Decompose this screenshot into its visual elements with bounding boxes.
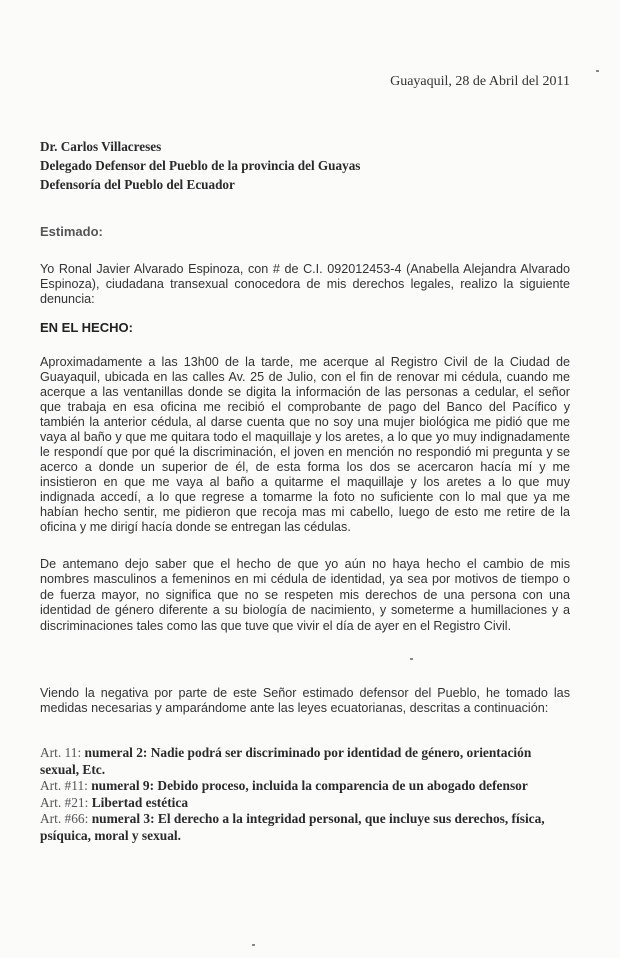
- article-ref: Art. 11:: [40, 745, 82, 760]
- intro-paragraph: Yo Ronal Javier Alvarado Espinoza, con # de C.I. 092012453-4 (Anabella Alejandra Alvarado Espinoza), ciudadana transexual conocedora de mis derechos legales, realizo la siguiente denuncia:: [40, 262, 570, 307]
- letter-date: Guayaquil, 28 de Abril del 2011: [390, 74, 570, 89]
- body-paragraph-1: Aproximadamente a las 13h00 de la tarde, me acerque al Registro Civil de la Ciudad de Guayaquil, ubicada en las calles Av. 25 de Julio, con el fin de renovar mi cédula, cuando me acerque a las ventanillas donde se digita la información de las personas a cedular, el señor que trabaja en esa oficina me recibió el comprobante de pago del Banco del Pacífico y también la anterior cédula, al darse cuenta que no soy una mujer biológica me pidió que me vaya al baño y que me quitara todo el maquillaje y los aretes, a lo que yo muy indignadamente le respondí que por qué la discriminación, el joven en mención no respondió mi pregunta y se acerco a donde un superior de él, de esta forma los dos se acercaron hacía mí y me insistieron en que me vaya al baño a quitarme el maquillaje y los aretes a lo que muy indignada accedí, a lo que regrese a tomarme la foto no suficiente con lo mal que ya me habían hecho sentir, me pidieron que recoja mas mi cabello, luego de esto me retire de la oficina y me dirigí hacía donde se entregan las cédulas.: [40, 355, 570, 534]
- scan-speck: [596, 70, 599, 72]
- article-ref: Art. #11:: [40, 778, 88, 794]
- recipient-institution: Defensoría del Pueblo del Ecuador: [40, 177, 235, 192]
- article-text: numeral 2: Nadie podrá ser discriminado por identidad de género, orientación sexual, Etc.: [40, 745, 532, 777]
- body-paragraph-3: Viendo la negativa por parte de este Señor estimado defensor del Pueblo, he tomado las medidas necesarias y amparándome ante las leyes ecuatorianas, descritas a continuación:: [40, 686, 570, 716]
- recipient-block: [40, 137, 580, 194]
- article-text: Libertad estética: [91, 794, 189, 810]
- article-item: [40, 745, 570, 778]
- greeting: Estimado:: [40, 224, 103, 239]
- articles-list: [40, 745, 570, 845]
- scan-speck: [410, 658, 413, 660]
- article-item: [40, 811, 570, 844]
- section-heading: EN EL HECHO:: [40, 320, 133, 335]
- recipient-title: Delegado Defensor del Pueblo de la provincia del Guayas: [40, 158, 361, 173]
- scan-speck: [252, 944, 255, 946]
- article-item: [40, 795, 570, 812]
- article-ref: Art. #21:: [40, 794, 89, 810]
- article-item: [40, 778, 570, 795]
- body-paragraph-2: De antemano dejo saber que el hecho de que yo aún no haya hecho el cambio de mis nombres masculinos a femeninos en mi cédula de identidad, ya sea por motivos de tiempo o de fuerza mayor, no significa que no se respeten mis derechos de una persona con una identidad de género diferente a su biología de nacimiento, y someterme a humillaciones y a discriminaciones tales como las que tuve que vivir el día de ayer en el Registro Civil.: [40, 557, 570, 633]
- article-text: numeral 9: Debido proceso, incluida la comparencia de un abogado defensor: [91, 778, 528, 794]
- article-text: numeral 3: El derecho a la integridad personal, que incluye sus derechos, física, psíquica, moral y sexual.: [40, 811, 545, 843]
- recipient-name: Dr. Carlos Villacreses: [40, 139, 162, 154]
- article-ref: Art. #66:: [40, 811, 89, 827]
